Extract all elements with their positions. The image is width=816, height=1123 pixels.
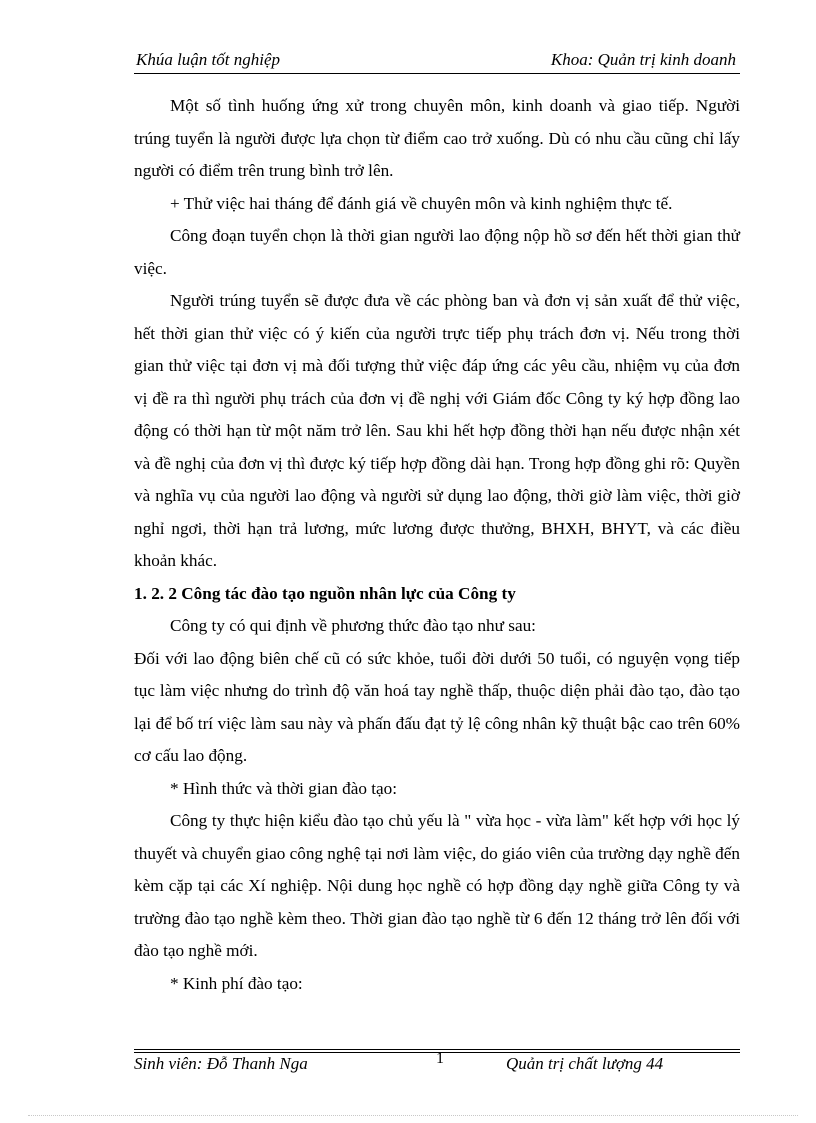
page-footer — [134, 1050, 740, 1078]
paragraph-selection-stage: Công đoạn tuyển chọn là thời gian người lao động nộp hồ sơ đến hết thời gian thử việc. — [134, 226, 740, 278]
paragraph-training-form: Công ty thực hiện kiểu đào tạo chủ yếu là " vừa học - vừa làm" kết hợp với học lý thuyết và chuyển giao công nghệ tại nơi làm việc, do giáo viên của trường dạy nghề đến kèm cặp tại các Xí nghiệp. Nội dung học nghề có hợp đồng dạy nghề giữa Công ty và trường đào tạo nghề kèm theo. Thời gian đào tạo nghề từ 6 đến 12 tháng trở lên đối với đào tạo nghề mới. — [134, 811, 740, 960]
paragraph-situations: Một số tình huống ứng xử trong chuyên môn, kinh doanh và giao tiếp. Người trúng tuyển là người được lựa chọn từ điểm cao trở xuống. Dù có nhu cầu cũng chỉ lấy người có điểm trên trung bình trở lên. — [134, 96, 740, 180]
page-header — [134, 48, 738, 72]
paragraph-training-cost-heading: * Kinh phí đào tạo: — [170, 973, 303, 993]
section-heading: 1. 2. 2 Công tác đào tạo nguồn nhân lực của Công ty — [134, 583, 516, 603]
footer-class: Quản trị chất lượng 44 — [506, 1054, 664, 1073]
page-bottom-border — [28, 1115, 798, 1116]
paragraph-probation: + Thử việc hai tháng để đánh giá về chuyên môn và kinh nghiệm thực tế. — [170, 193, 673, 213]
footer-student-name: Sinh viên: Đỗ Thanh Nga — [134, 1054, 308, 1073]
paragraph-successful-candidates: Người trúng tuyển sẽ được đưa về các phòng ban và đơn vị sản xuất để thử việc, hết thời gian thử việc có ý kiến của người trực tiếp phụ trách đơn vị. Nếu trong thời gian thử việc tại đơn vị mà đối tượng thử việc đáp ứng các yêu cầu, nhiệm vụ của đơn vị đề ra thì người phụ trách của đơn vị đề nghị với Giám đốc Công ty ký hợp đồng lao động có thời hạn từ một năm trở lên. Sau khi hết hợp đồng thời hạn nếu được nhận xét và đề nghị của đơn vị thì được ký tiếp hợp đồng dài hạn. Trong hợp đồng ghi rõ: Quyền và nghĩa vụ của người lao động và người sử dụng lao động, thời giờ làm việc, thời giờ nghỉ ngơi, thời hạn trả lương, mức lương được thưởng, BHXH, BHYT, và các điều khoản khác. — [134, 291, 740, 570]
header-thesis-title: Khúa luận tốt nghiệp — [136, 50, 281, 69]
page-number: 1 — [436, 1050, 444, 1067]
header-faculty: Khoa: Quản trị kinh doanh — [550, 50, 736, 69]
paragraph-staff-conditions: Đối với lao động biên chế cũ có sức khỏe, tuổi đời dưới 50 tuổi, có nguyện vọng tiếp tục làm việc nhưng do trình độ văn hoá tay nghề thấp, thuộc diện phải đào tạo, đào tạo lại để bố trí việc làm sau này và phấn đấu đạt tỷ lệ công nhân kỹ thuật bậc cao trên 60% cơ cấu lao động. — [134, 648, 740, 765]
header-rule — [134, 73, 740, 74]
document-body — [134, 90, 740, 1000]
paragraph-training-method: Công ty có qui định về phương thức đào tạo như sau: — [170, 616, 536, 635]
paragraph-training-form-heading: * Hình thức và thời gian đào tạo: — [170, 778, 397, 798]
